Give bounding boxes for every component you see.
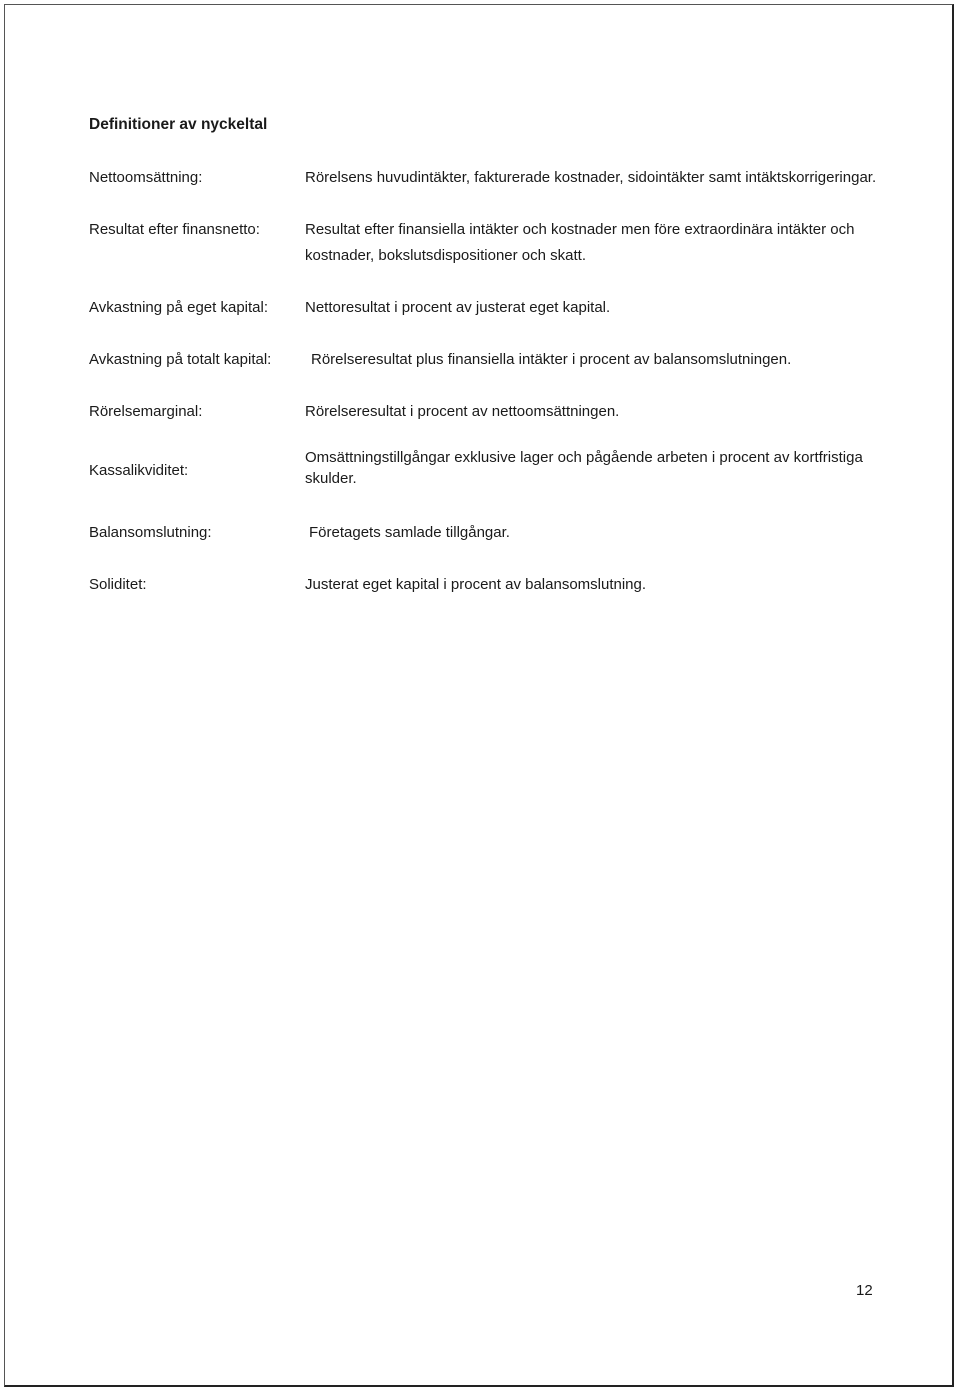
term-label: Nettoomsättning: (89, 169, 203, 186)
term-label: Resultat efter finansnetto: (89, 221, 260, 238)
term-label: Rörelsemarginal: (89, 403, 203, 420)
term-label: Kassalikviditet: (89, 462, 189, 479)
definition-row-avkastning-eget-kapital (89, 295, 919, 321)
definition-text: Justerat eget kapital i procent av balansomslutning. (305, 576, 647, 593)
definition-text: Rörelseresultat i procent av nettoomsättningen. (305, 403, 620, 420)
definition-row-nettoomsattning (89, 165, 919, 191)
term-label: Avkastning på totalt kapital: (89, 351, 272, 368)
page-number: 12 (856, 1282, 873, 1299)
definition-text: Rörelsens huvudintäkter, fakturerade kostnader, sidointäkter samt intäktskorrigeringar. (305, 169, 877, 186)
definition-row-soliditet (89, 572, 919, 598)
definition-row-avkastning-totalt-kapital (89, 347, 919, 373)
definition-row-kassalikviditet (89, 447, 919, 489)
definition-row-rorelsemarginal (89, 399, 919, 425)
page-title: Definitioner av nyckeltal (89, 116, 268, 133)
definition-text: Resultat efter finansiella intäkter och kostnader men före extraordinära intäkter och kostnader, bokslutsdispositioner och skatt. (305, 221, 855, 264)
term-label: Balansomslutning: (89, 524, 212, 541)
definition-text: Rörelseresultat plus finansiella intäkter i procent av balansomslutningen. (311, 351, 792, 368)
term-label: Avkastning på eget kapital: (89, 299, 269, 316)
term-label: Soliditet: (89, 576, 147, 593)
definition-row-resultat-efter-finansnetto (89, 217, 919, 269)
definition-text: Företagets samlade tillgångar. (309, 524, 510, 541)
definition-row-balansomslutning (89, 520, 919, 546)
definition-text: Omsättningstillgångar exklusive lager och pågående arbeten i procent av kortfristiga skulder. (305, 449, 863, 487)
definition-text: Nettoresultat i procent av justerat eget kapital. (305, 299, 611, 316)
definitions-section (89, 113, 919, 598)
